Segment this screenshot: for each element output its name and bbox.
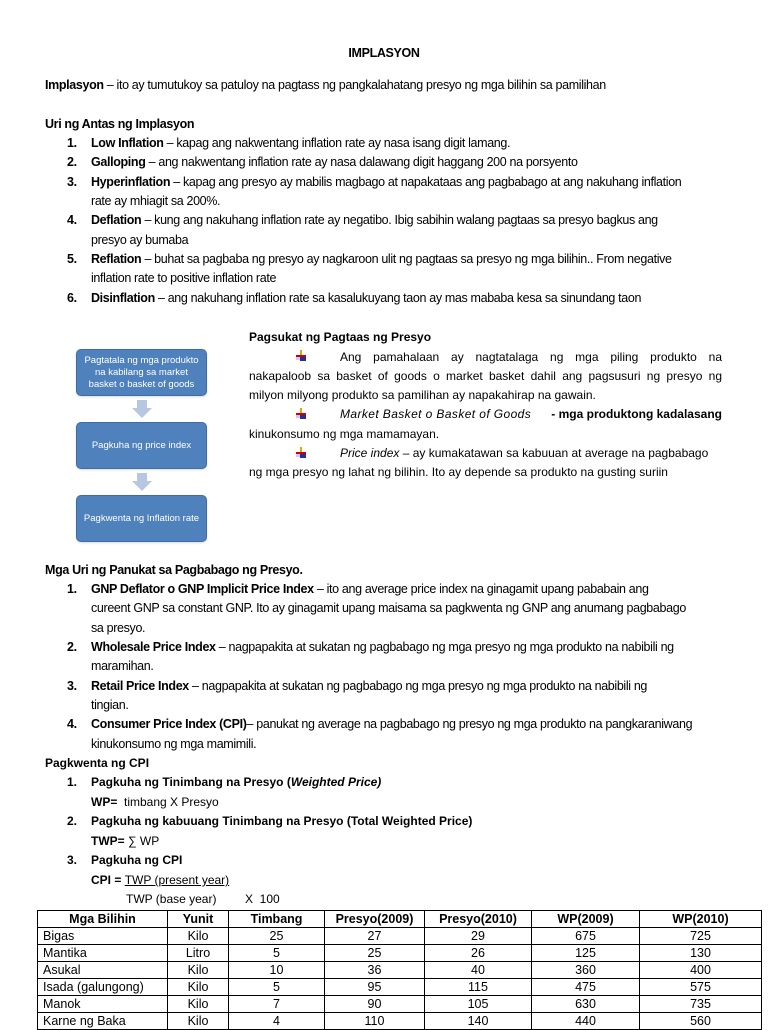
bullet-icon	[295, 408, 307, 420]
table-cell: 40	[425, 962, 532, 979]
types-heading: Uri ng Antas ng Implasyon	[45, 117, 195, 131]
table-cell: 105	[425, 996, 532, 1013]
description: – kapag ang presyo ay mabilis magbago at napakataas ang pagbabago at ang nakuhang inflation	[170, 175, 682, 189]
list-item	[91, 678, 647, 694]
table-cell: Kilo	[168, 1013, 229, 1030]
table-cell: Kilo	[168, 928, 229, 945]
list-number: 4.	[67, 717, 77, 731]
list-item	[91, 212, 658, 228]
table-row	[38, 945, 762, 962]
table-cell: 10	[229, 962, 325, 979]
formula-numerator: TWP (present year)	[124, 873, 230, 887]
description: – nagpapakita at sukatan ng pagbabago ng mga presyo ng mga produkto na nabibili ng	[215, 640, 674, 654]
table-cell: Kilo	[168, 979, 229, 996]
list-number: 4.	[67, 213, 77, 227]
list-number: 1.	[67, 136, 77, 150]
bullet-text: – ay kumakatawan sa kabuuan at average na pagbabago	[399, 446, 709, 460]
table-cell: 110	[325, 1013, 425, 1030]
table-row	[38, 996, 762, 1013]
index-heading: Mga Uri ng Panukat sa Pagbabago ng Presyo.	[45, 563, 303, 577]
formula-label: TWP=	[91, 834, 125, 848]
list-number: 5.	[67, 252, 77, 266]
description: – buhat sa pagbaba ng presyo ay nagkaroon ulit ng pagtaas sa presyo ng mga bilihin.. From negative	[141, 252, 672, 266]
table-cell: Bigas	[38, 928, 168, 945]
table-cell: 5	[229, 945, 325, 962]
list-number: 3.	[67, 853, 78, 867]
bullet-term: Market Basket o Basket of Goods	[340, 407, 532, 421]
term: Hyperinflation	[91, 175, 171, 189]
cpi-heading: Pagkwenta ng CPI	[45, 756, 150, 770]
table-cell: 125	[532, 945, 640, 962]
cpi-formula-twp	[91, 833, 159, 849]
table-cell: 130	[640, 945, 762, 962]
table-cell: 25	[229, 928, 325, 945]
description-continued: rate ay mhiagit sa 200%.	[91, 194, 221, 208]
cpi-formula-wp	[91, 794, 219, 810]
list-number: 1.	[67, 582, 77, 596]
cpi-step-2: Pagkuha ng kabuuang Tinimbang na Presyo (Total Weighted Price)	[91, 814, 473, 828]
step-label: Pagkuha ng Tinimbang na Presyo (	[91, 775, 291, 789]
table-cell: Litro	[168, 945, 229, 962]
table-row	[38, 979, 762, 996]
table-cell: 5	[229, 979, 325, 996]
formula-denominator: TWP (base year)	[126, 892, 217, 906]
table-cell: 440	[532, 1013, 640, 1030]
column-header: Presyo(2009)	[325, 911, 425, 928]
table-cell: Karne ng Baka	[38, 1013, 168, 1030]
formula: timbang X Presyo	[117, 795, 219, 809]
definition-text: – ito ay tumutukoy sa patuloy na pagtass ng pangkalahatang presyo ng mga bilihin sa pamilihan	[103, 78, 606, 92]
description: – kung ang nakuhang inflation rate ay negatibo. Ibig sabihin walang pagtaas sa presyo bagkus ang	[141, 213, 658, 227]
list-item	[91, 174, 681, 190]
formula: ∑ WP	[124, 834, 160, 848]
table-cell: Mantika	[38, 945, 168, 962]
table-cell: 140	[425, 1013, 532, 1030]
flowchart-step-3: Pagkwenta ng Inflation rate	[76, 495, 207, 542]
table-cell: 95	[325, 979, 425, 996]
arrow-down-icon	[132, 400, 152, 418]
list-number: 3.	[67, 679, 77, 693]
table-cell: 735	[640, 996, 762, 1013]
list-item	[91, 716, 692, 732]
table-cell: 26	[425, 945, 532, 962]
list-number: 2.	[67, 814, 78, 828]
term: Disinflation	[91, 291, 155, 305]
list-item	[91, 290, 641, 306]
term: Low Inflation	[91, 136, 164, 150]
description-continued: maramihan.	[91, 659, 154, 673]
column-header: Yunit	[168, 911, 229, 928]
description-continued: inflation rate to positive inflation rate	[91, 271, 277, 285]
description: – ang nakwentang inflation rate ay nasa dalawang digit haggang 200 na porsyento	[145, 155, 578, 169]
definition	[45, 77, 606, 93]
table-cell: 360	[532, 962, 640, 979]
description: – panukat ng average na pagbabago ng presyo ng mga produkto na pangkaraniwang	[246, 717, 693, 731]
list-item	[91, 154, 578, 170]
table-cell: Manok	[38, 996, 168, 1013]
bullet-text-continued: ng mga presyo ng lahat ng bilihin. Ito ay depende sa produkto na gusting suriin	[249, 465, 668, 479]
table-cell: 115	[425, 979, 532, 996]
term: Consumer Price Index (CPI)	[91, 717, 247, 731]
description: – nagpapakita at sukatan ng pagbabago ng mga presyo ng mga produkto na nabibili ng	[188, 679, 648, 693]
description: – ito ang average price index na ginagamit upang pababain ang	[313, 582, 649, 596]
table-cell: 4	[229, 1013, 325, 1030]
measurement-heading: Pagsukat ng Pagtaas ng Presyo	[249, 330, 432, 344]
bullet-icon	[295, 350, 307, 362]
table-row	[38, 962, 762, 979]
table-cell: 36	[325, 962, 425, 979]
formula-label: WP=	[91, 795, 118, 809]
column-header: Timbang	[229, 911, 325, 928]
bullet-text-continued: milyon milyong produkto sa pamilihan ay napakahirap na gawain.	[249, 388, 596, 402]
flowchart-step-1: Pagtatala ng mga produkto na kabilang sa market basket o basket of goods	[76, 349, 207, 396]
cpi-formula	[91, 872, 229, 888]
table-cell: Isada (galungong)	[38, 979, 168, 996]
table-cell: 25	[325, 945, 425, 962]
table-header-row	[38, 911, 762, 928]
cpi-step-3: Pagkuha ng CPI	[91, 853, 183, 867]
description-continued: sa presyo.	[91, 621, 146, 635]
table-row	[38, 928, 762, 945]
table-row	[38, 1013, 762, 1030]
term: Retail Price Index	[91, 679, 189, 693]
measurement-bullet-2	[340, 406, 722, 422]
list-number: 2.	[67, 640, 77, 654]
measurement-bullet-1	[340, 349, 722, 365]
table-cell: Asukal	[38, 962, 168, 979]
list-number: 2.	[67, 155, 77, 169]
list-number: 1.	[67, 775, 78, 789]
table-cell: 630	[532, 996, 640, 1013]
bullet-text-continued	[249, 368, 722, 384]
description-continued: kinukonsumo ng mga mamimili.	[91, 737, 257, 751]
step-label-italic: Weighted Price)	[290, 775, 382, 789]
column-header: Mga Bilihin	[38, 911, 168, 928]
list-item	[91, 639, 674, 655]
term: Deflation	[91, 213, 142, 227]
bullet-text: - mga produktong kadalasang	[551, 407, 722, 421]
formula-multiplier: X 100	[245, 892, 280, 906]
list-number: 6.	[67, 291, 77, 305]
column-header: Presyo(2010)	[425, 911, 532, 928]
term: GNP Deflator o GNP Implicit Price Index	[91, 582, 314, 596]
measurement-bullet-3	[340, 445, 708, 461]
list-item	[91, 251, 672, 267]
table-cell: 7	[229, 996, 325, 1013]
column-header: WP(2010)	[640, 911, 762, 928]
bullet-term: Price index	[340, 446, 400, 460]
column-header: WP(2009)	[532, 911, 640, 928]
cpi-step-1	[91, 774, 381, 790]
page-title: IMPLASYON	[348, 46, 420, 60]
bullet-line: nakapaloob sa basket of goods o market basket dahil ang pagsusuri ng presyo ng	[249, 369, 722, 383]
description-continued: tingian.	[91, 698, 129, 712]
prices-table	[37, 910, 762, 1030]
table-cell: 475	[532, 979, 640, 996]
table-cell: Kilo	[168, 962, 229, 979]
list-number: 3.	[67, 175, 77, 189]
table-cell: 560	[640, 1013, 762, 1030]
list-item	[91, 135, 510, 151]
term: Reflation	[91, 252, 142, 266]
table-cell: 27	[325, 928, 425, 945]
flowchart-step-2: Pagkuha ng price index	[76, 422, 207, 469]
table-cell: Kilo	[168, 996, 229, 1013]
bullet-icon	[295, 447, 307, 459]
definition-term: Implasyon	[45, 78, 104, 92]
description: – ang nakuhang inflation rate sa kasalukuyang taon ay mas mababa kesa sa sinundang taon	[154, 291, 642, 305]
table-cell: 400	[640, 962, 762, 979]
table-cell: 675	[532, 928, 640, 945]
table-cell: 29	[425, 928, 532, 945]
term: Wholesale Price Index	[91, 640, 216, 654]
description-continued: cureent GNP sa constant GNP. Ito ay ginagamit upang maisama sa pagkwenta ng GNP ang anumang pagbabago	[91, 601, 686, 615]
term: Galloping	[91, 155, 146, 169]
description: – kapag ang nakwentang inflation rate ay nasa isang digit lamang.	[163, 136, 511, 150]
list-item	[91, 581, 649, 597]
bullet-text: Ang pamahalaan ay nagtatalaga ng mga piling produkto na	[340, 350, 722, 364]
table-cell: 575	[640, 979, 762, 996]
arrow-down-icon	[132, 473, 152, 491]
description-continued: presyo ay bumaba	[91, 233, 189, 247]
table-cell: 90	[325, 996, 425, 1013]
bullet-text-continued: kinukonsumo ng mga mamamayan.	[249, 427, 440, 441]
formula-label: CPI =	[91, 873, 125, 887]
table-cell: 725	[640, 928, 762, 945]
